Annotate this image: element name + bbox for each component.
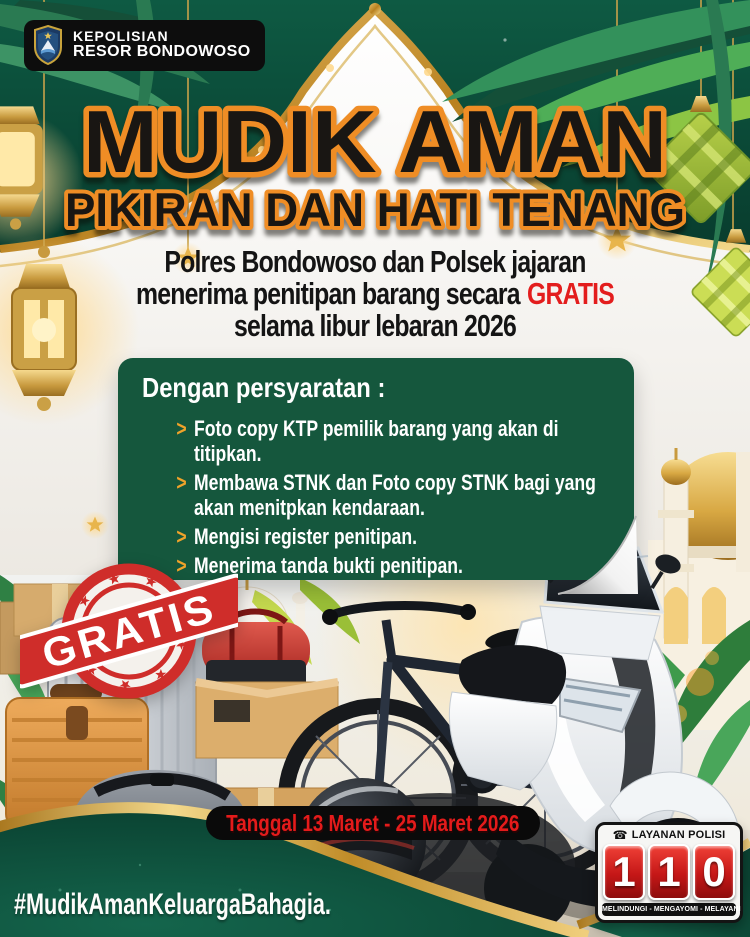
- poster-title: MUDIK AMAN: [83, 92, 667, 191]
- requirement-item-text: Foto copy KTP pemilik barang yang akan di titipkan.: [194, 416, 559, 466]
- emergency-digit: 1: [603, 844, 645, 900]
- intro-highlight-gratis: GRATIS: [526, 276, 614, 311]
- title-block: [0, 84, 750, 244]
- agency-name-line1: KEPOLISIAN: [73, 28, 169, 45]
- poster-subtitle: PIKIRAN DAN HATI TENANG: [65, 183, 685, 236]
- stamp-label: GRATIS: [37, 586, 214, 678]
- agency-name-line2: RESOR BONDOWOSO: [73, 42, 251, 60]
- intro-line-2: [75, 278, 675, 310]
- intro-line-3: selama libur lebaran 2026: [234, 308, 516, 343]
- requirement-item-text: Mengisi register penitipan.: [194, 524, 417, 549]
- requirements-heading: Dengan persyaratan :: [142, 372, 386, 403]
- requirement-item: [176, 524, 598, 549]
- date-banner-text: Tanggal 13 Maret - 25 Maret 2026: [226, 809, 520, 836]
- police-service-badge: [595, 822, 743, 923]
- intro-line-1: Polres Bondowoso dan Polsek jajaran: [164, 244, 586, 279]
- requirement-item: [176, 470, 598, 520]
- police-service-label: LAYANAN POLISI: [631, 829, 726, 841]
- requirement-item-text: Membawa STNK dan Foto copy STNK bagi yang akan menitpkan kendaraan.: [194, 470, 596, 520]
- intro-line-2-text: menerima penitipan barang secara: [135, 276, 520, 311]
- requirement-item: [176, 553, 598, 578]
- emergency-number: [602, 844, 736, 900]
- emergency-digit: 1: [648, 844, 690, 900]
- emergency-digit: 0: [693, 844, 735, 900]
- police-motto: MELINDUNGI - MENGAYOMI - MELAYANI: [602, 903, 736, 916]
- police-crest-logo: [32, 25, 64, 65]
- page-curl: [556, 512, 640, 596]
- requirement-item-text: Menerima tanda bukti penitipan.: [194, 553, 463, 578]
- date-banner: [206, 806, 540, 840]
- gratis-stamp: [20, 545, 238, 717]
- agency-badge: [24, 20, 265, 71]
- chevron-bullet-icon: >: [176, 553, 187, 578]
- chevron-bullet-icon: >: [176, 416, 187, 441]
- campaign-hashtag: #MudikAmanKeluargaBahagia.: [14, 888, 331, 921]
- chevron-bullet-icon: >: [176, 470, 187, 495]
- requirement-item: [176, 416, 598, 466]
- phone-icon: ☎: [612, 828, 628, 842]
- intro-text: [0, 246, 750, 342]
- chevron-bullet-icon: >: [176, 524, 187, 549]
